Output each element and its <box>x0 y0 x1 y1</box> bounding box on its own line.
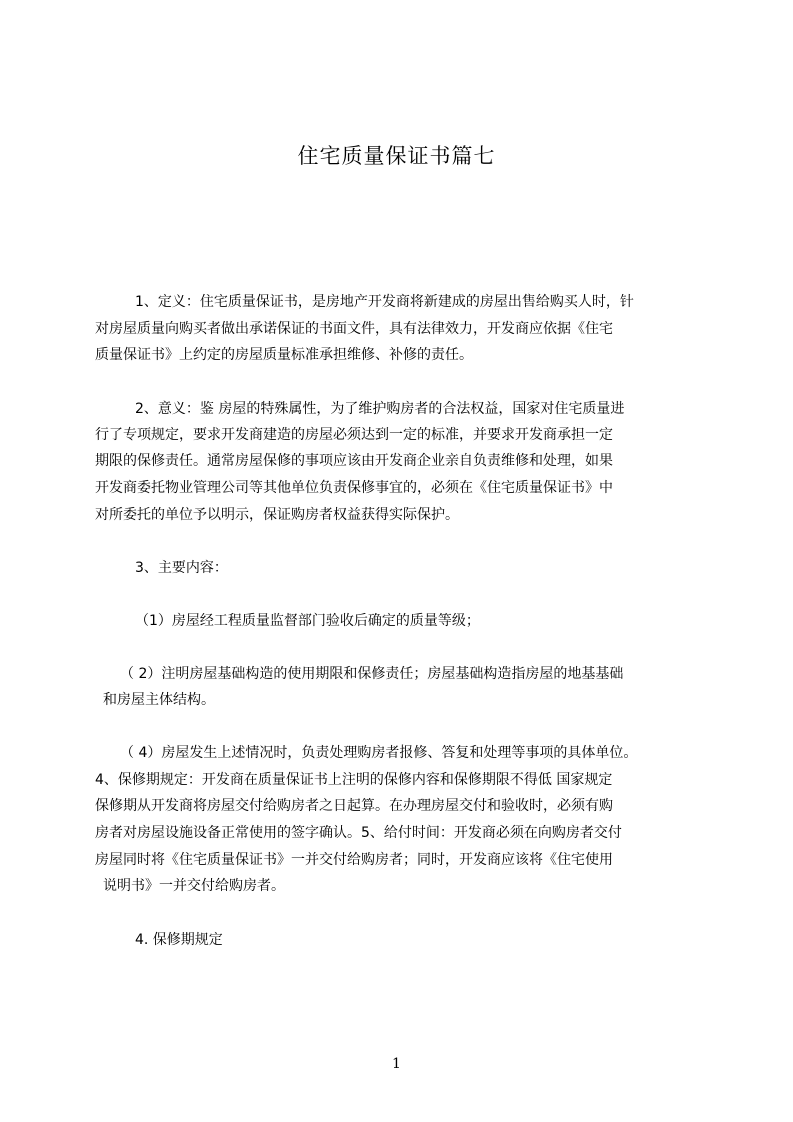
paragraph-line: 说明书》一并交付给购房者。 <box>103 878 285 894</box>
paragraph-line: 期限的保修责任。通常房屋保修的事项应该由开发商企业亲自负责维修和处理，如果 <box>95 453 613 469</box>
paragraph-line: 房者对房屋设施设备正常使用的签字确认。5、给付时间：开发商必须在向购房者交付 <box>95 825 622 841</box>
document-title: 住宅质量保证书篇七 <box>297 144 496 168</box>
paragraph-line: 质量保证书》上约定的房屋质量标准承担维修、补修的责任。 <box>95 347 473 363</box>
paragraph-line: 对房屋质量向购买者做出承诺保证的书面文件，具有法律效力，开发商应依据《住宅 <box>95 321 613 337</box>
paragraph-line: 4、保修期规定：开发商在质量保证书上注明的保修内容和保修期限不得低 国家规定 <box>95 772 613 788</box>
list-item: （ 2）注明房屋基础构造的使用期限和保修责任；房屋基础构造指房屋的地基基础 <box>120 666 624 682</box>
paragraph-line: 行了专项规定，要求开发商建造的房屋必须达到一定的标准，并要求开发商承担一定 <box>95 427 613 443</box>
list-item: （1）房屋经工程质量监督部门验收后确定的质量等级； <box>135 613 480 629</box>
section-heading: 4. 保修期规定 <box>135 932 223 948</box>
paragraph-line: 1、定义：住宅质量保证书，是房地产开发商将新建成的房屋出售给购买人时，针 <box>135 294 634 310</box>
paragraph-line: 房屋同时将《住宅质量保证书》一并交付给购房者；同时，开发商应该将《住宅使用 <box>95 852 613 868</box>
page-number: 1 <box>392 1056 401 1072</box>
list-item: 和房屋主体结构。 <box>103 692 215 708</box>
list-item: （ 4）房屋发生上述情况时，负责处理购房者报修、答复和处理等事项的具体单位。 <box>120 745 638 761</box>
paragraph-line: 开发商委托物业管理公司等其他单位负责保修事宜的，必须在《住宅质量保证书》中 <box>95 480 613 496</box>
paragraph-line: 2、意义：鉴 房屋的特殊属性，为了维护购房者的合法权益，国家对住宅质量进 <box>135 401 625 417</box>
section-heading: 3、主要内容： <box>135 560 228 576</box>
paragraph-line: 保修期从开发商将房屋交付给购房者之日起算。在办理房屋交付和验收时，必须有购 <box>95 798 613 814</box>
paragraph-line: 对所委托的单位予以明示，保证购房者权益获得实际保护。 <box>95 507 459 523</box>
